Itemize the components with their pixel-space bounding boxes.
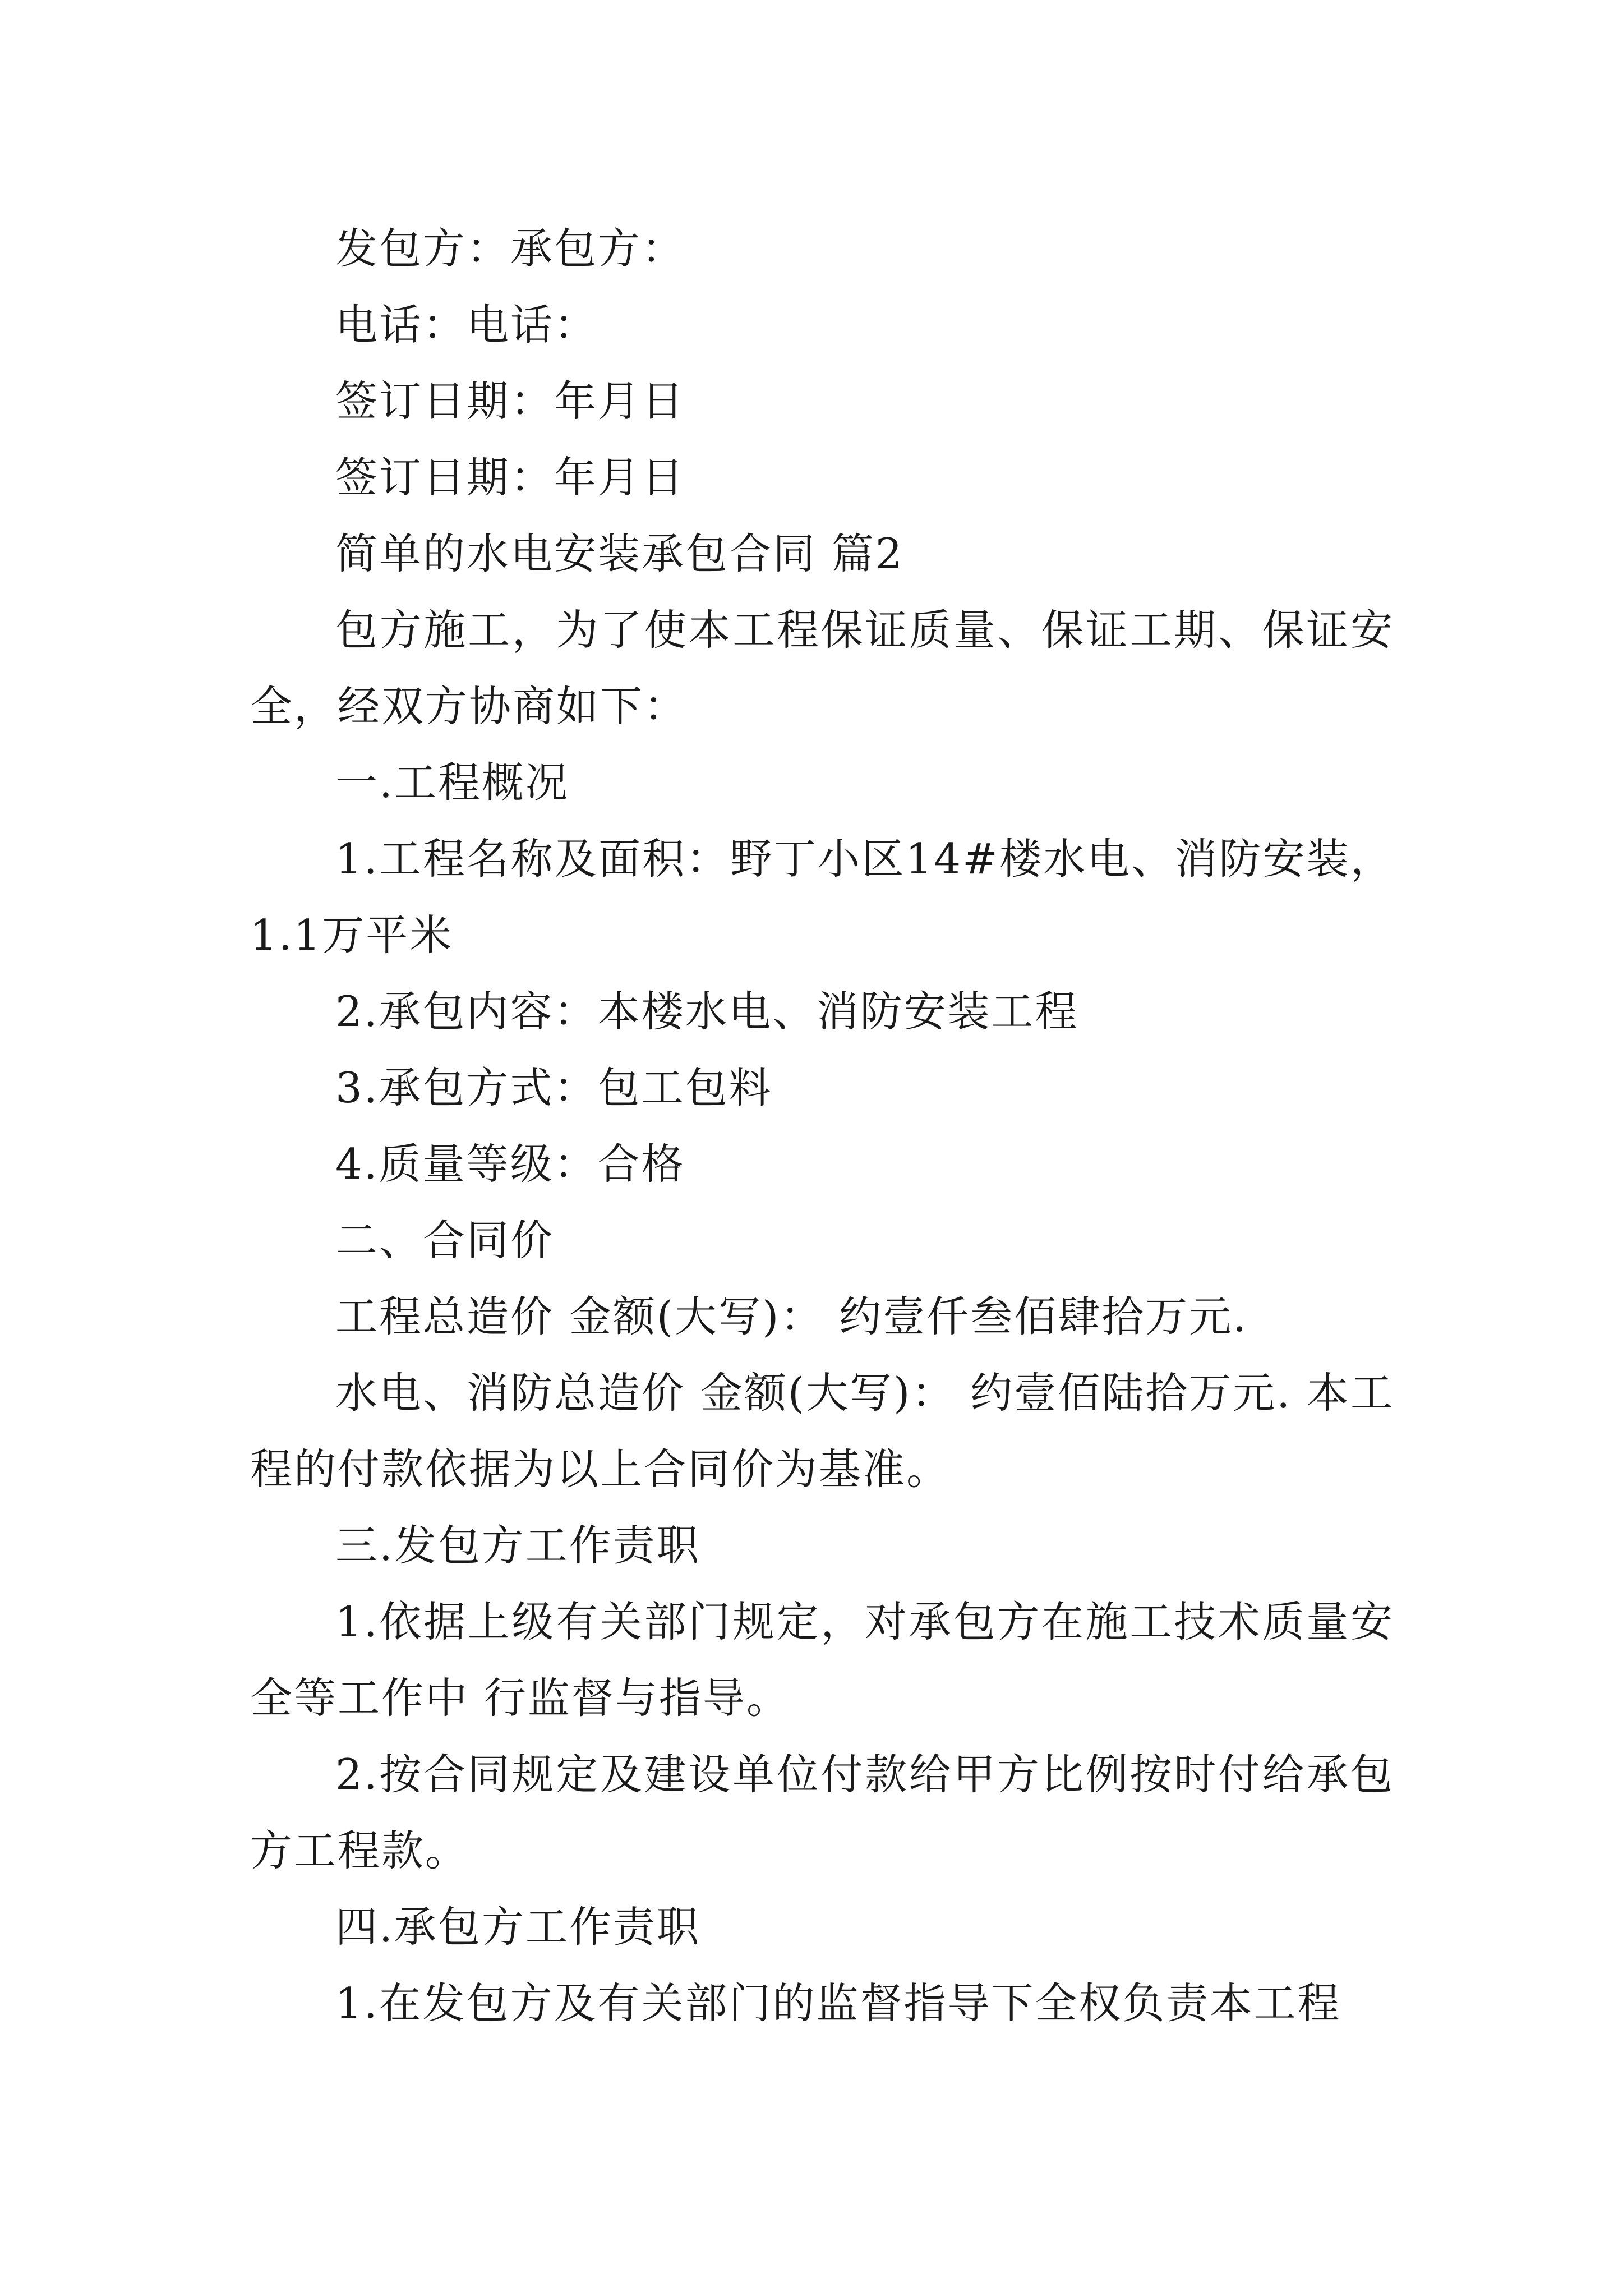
section-heading-overview: 一.工程概况: [335, 758, 569, 807]
signing-date-line: 签订日期：年月日: [335, 376, 686, 426]
section-heading-price: 二、合同价: [335, 1216, 555, 1265]
document-body: [250, 210, 1394, 2041]
signature-parties-line: 发包方：承包方：: [335, 224, 686, 273]
section-heading-employer-duties: 三.发包方工作责职: [335, 1521, 700, 1570]
clause-utility-price: 水电、消防总造价 金额(大写)： 约壹佰陆拾万元. 本工程的付款依据为以上合同价为基准。: [250, 1368, 1394, 1494]
clause-quality: 4.质量等级：合格: [335, 1139, 685, 1189]
contract-title: 简单的水电安装承包合同 篇2: [335, 529, 904, 578]
clause-employer-duty-1: 1.依据上级有关部门规定，对承包方在施工技术质量安全等工作中 行监督与指导。: [250, 1597, 1394, 1723]
intro-paragraph: 包方施工，为了使本工程保证质量、保证工期、保证安全，经双方协商如下：: [250, 605, 1394, 731]
clause-method: 3.承包方式：包工包料: [335, 1063, 773, 1112]
phone-line: 电话：电话：: [335, 300, 598, 349]
signing-date-line: 签订日期：年月日: [335, 453, 686, 502]
section-heading-contractor-duties: 四.承包方工作责职: [335, 1902, 700, 1952]
clause-project-name: 1.工程名称及面积：野丁小区14#楼水电、消防安装，1.1万平米: [250, 834, 1394, 960]
clause-scope: 2.承包内容：本楼水电、消防安装工程: [335, 987, 1079, 1036]
clause-employer-duty-2: 2.按合同规定及建设单位付款给甲方比例按时付给承包方工程款。: [250, 1750, 1394, 1875]
clause-contractor-duty-1: 1.在发包方及有关部门的监督指导下全权负责本工程: [335, 1978, 1341, 2028]
clause-total-price: 工程总造价 金额(大写)： 约壹仟叁佰肆拾万元.: [335, 1292, 1248, 1341]
